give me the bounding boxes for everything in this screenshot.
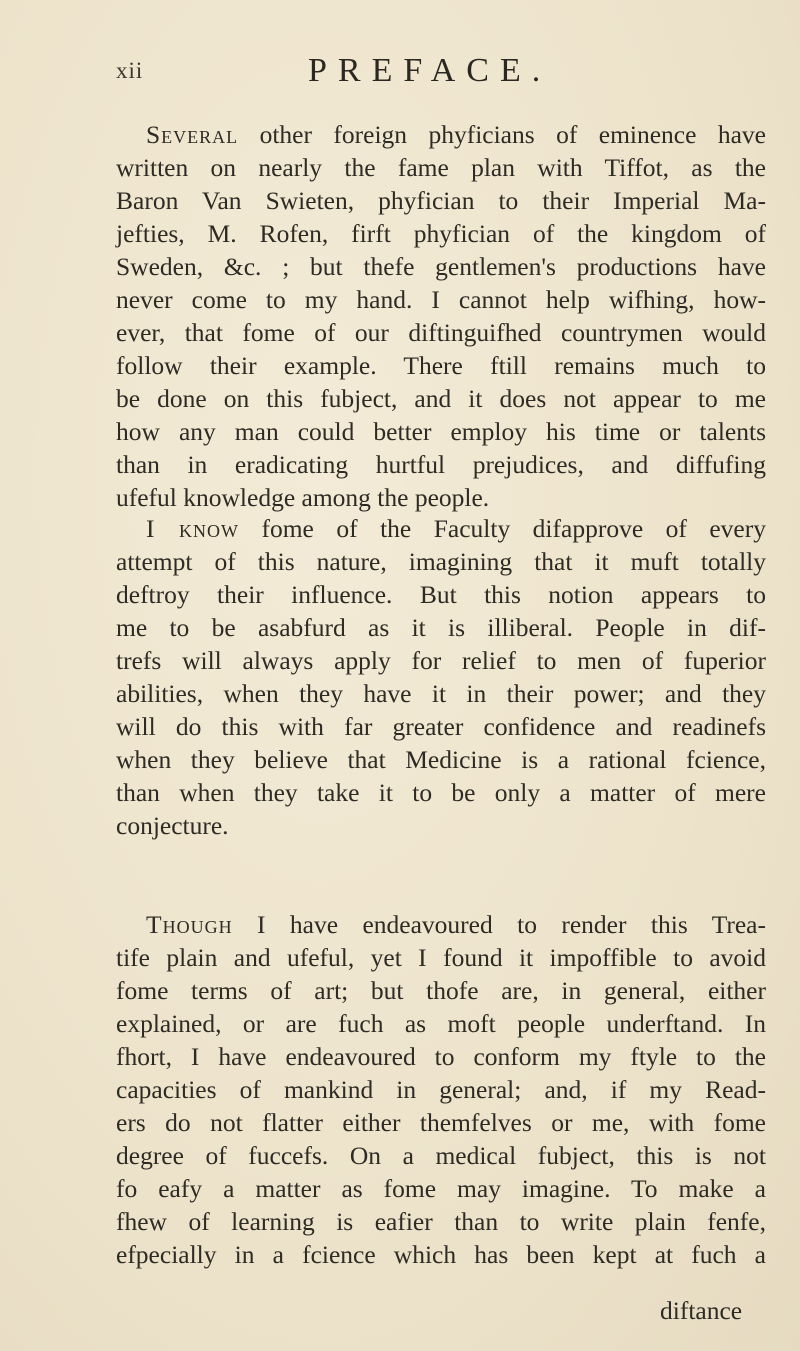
text-line: when they believe that Medicine is a rational fcience, [116,745,766,774]
text-line: ufeful knowledge among the people. [116,483,490,512]
text-line: fome terms of art; but thofe are, in general, either [116,976,766,1005]
text-line: I know fome of the Faculty difapprove of every [146,514,766,543]
text-line: follow their example. There ftill remains much to [116,351,766,380]
text-line: abilities, when they have it in their power; and they [116,679,766,708]
text-line: Though I have endeavoured to render this Trea- [146,910,766,939]
text-line: fhew of learning is eafier than to write plain fenfe, [116,1207,766,1236]
text-line: how any man could better employ his time or talents [116,417,766,446]
running-head: PREFACE. [308,52,552,89]
text-line: Sweden, &c. ; but thefe gentlemen's productions have [116,252,766,281]
text-line: capacities of mankind in general; and, if my Read- [116,1075,766,1104]
text-line: Baron Van Swieten, phyfician to their Imperial Ma- [116,186,766,215]
text-line: fo eafy a matter as fome may imagine. To make a [116,1174,766,1203]
text-line: explained, or are fuch as moft people underftand. In [116,1009,766,1038]
text-line: ever, that fome of our diftinguifhed countrymen would [116,318,766,347]
text-line: ers do not flatter either themfelves or me, with fome [116,1108,766,1137]
paragraph-lead: I know [146,514,239,543]
paragraph-2 [116,512,766,842]
text-line: will do this with far greater confidence and readinefs [116,712,766,741]
text-line: than when they take it to be only a matter of mere [116,778,766,807]
text-line: than in eradicating hurtful prejudices, and diffufing [116,450,766,479]
text-line: me to be asabfurd as it is illiberal. People in dif- [116,613,766,642]
paragraph-3 [116,908,766,1271]
paragraph-lead: Though [146,910,233,939]
text-line: be done on this fubject, and it does not appear to me [116,384,766,413]
text-line: tife plain and ufeful, yet I found it impoffible to avoid [116,943,766,972]
text-line: deftroy their influence. But this notion appears to [116,580,766,609]
text-line: written on nearly the fame plan with Tiffot, as the [116,153,766,182]
text-line: Several other foreign phyficians of eminence have [146,120,766,149]
text-line: conjecture. [116,811,229,840]
paragraph-1 [116,118,766,514]
text-line: never come to my hand. I cannot help wifhing, how- [116,285,766,314]
text-line: fhort, I have endeavoured to conform my ftyle to the [116,1042,766,1071]
text-line: jefties, M. Rofen, firft phyfician of the kingdom of [116,219,766,248]
paragraph-lead: Several [146,120,239,149]
text-line: trefs will always apply for relief to men of fuperior [116,646,766,675]
page-header [0,52,800,92]
text-line: efpecially in a fcience which has been kept at fuch a [116,1240,766,1269]
text-line: attempt of this nature, imagining that it muft totally [116,547,766,576]
page-number: xii [116,58,144,83]
catchword: diftance [660,1296,743,1325]
text-line: degree of fuccefs. On a medical fubject, this is not [116,1141,766,1170]
